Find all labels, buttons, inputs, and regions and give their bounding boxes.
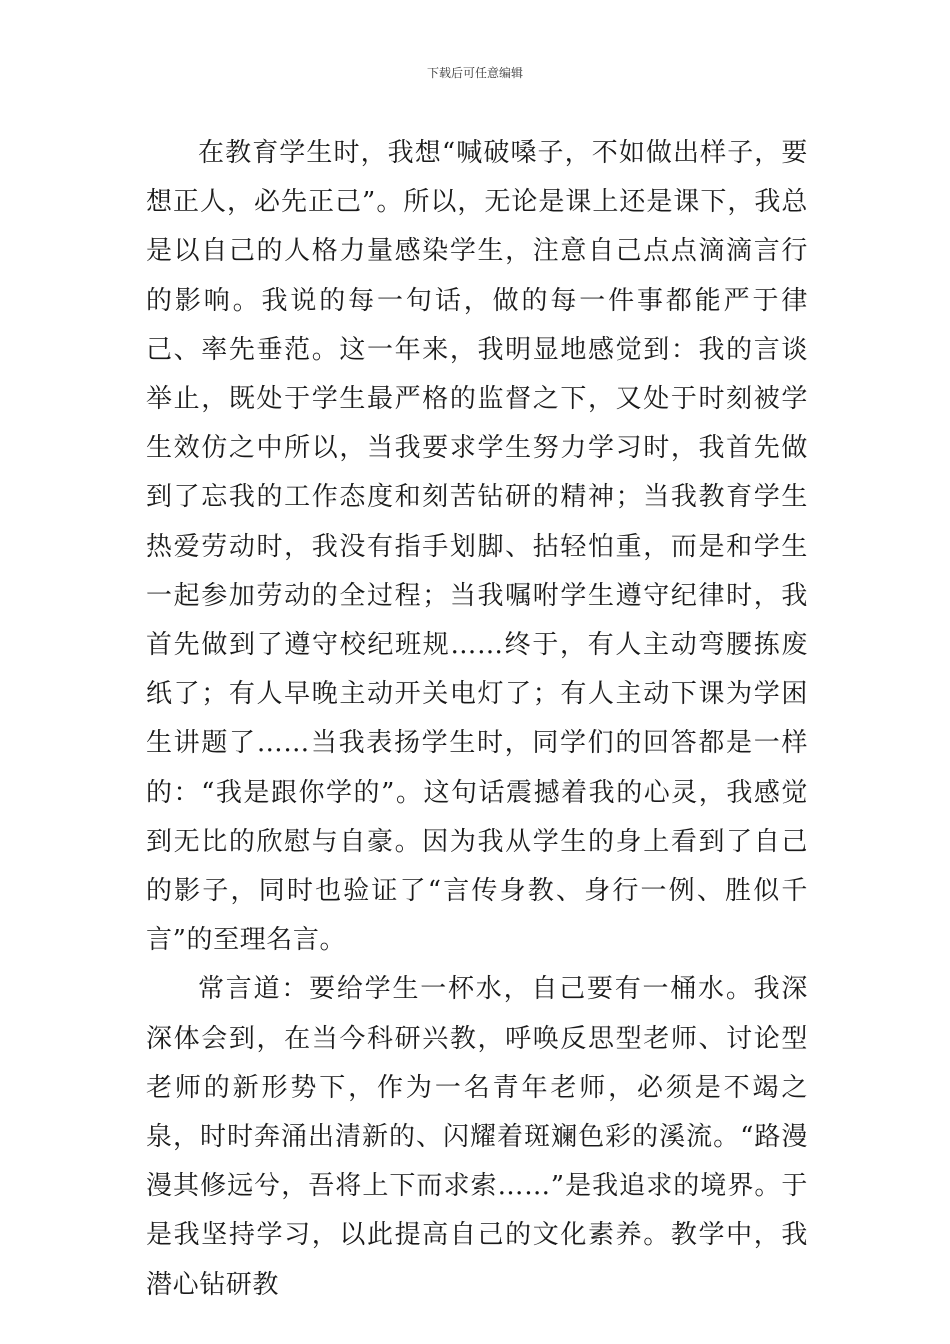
document-body xyxy=(146,129,808,1310)
paragraph-2: 常言道：要给学生一杯水，自己要有一桶水。我深深体会到，在当今科研兴教，呼唤反思型老师、讨论型老师的新形势下，作为一名青年老师，必须是不竭之泉，时时奔涌出清新的、闪耀着斑斓色彩的溪流。“路漫漫其修远兮，吾将上下而求索……”是我追求的境界。于是我坚持学习，以此提高自己的文化素养。教学中，我潜心钻研教 xyxy=(146,974,808,1300)
paragraph-1: 在教育学生时，我想“喊破嗓子，不如做出样子，要想正人，必先正己”。所以，无论是课上还是课下，我总是以自己的人格力量感染学生，注意自己点点滴滴言行的影响。我说的每一句话，做的每一件事都能严于律己、率先垂范。这一年来，我明显地感觉到：我的言谈举止，既处于学生最严格的监督之下，又处于时刻被学生效仿之中所以，当我要求学生努力学习时，我首先做到了忘我的工作态度和刻苦钻研的精神；当我教育学生热爱劳动时，我没有指手划脚、拈轻怕重，而是和学生一起参加劳动的全过程；当我嘱咐学生遵守纪律时，我首先做到了遵守校纪班规……终于，有人主动弯腰拣废纸了；有人早晚主动开关电灯了；有人主动下课为学困生讲题了……当我表扬学生时，同学们的回答都是一样的：“我是跟你学的”。这句话震撼着我的心灵，我感觉到无比的欣慰与自豪。因为我从学生的身上看到了自己的影子，同时也验证了“言传身教、身行一例、胜似千言”的至理名言。 xyxy=(146,138,808,956)
page-header: 下载后可任意编辑 xyxy=(426,66,523,80)
